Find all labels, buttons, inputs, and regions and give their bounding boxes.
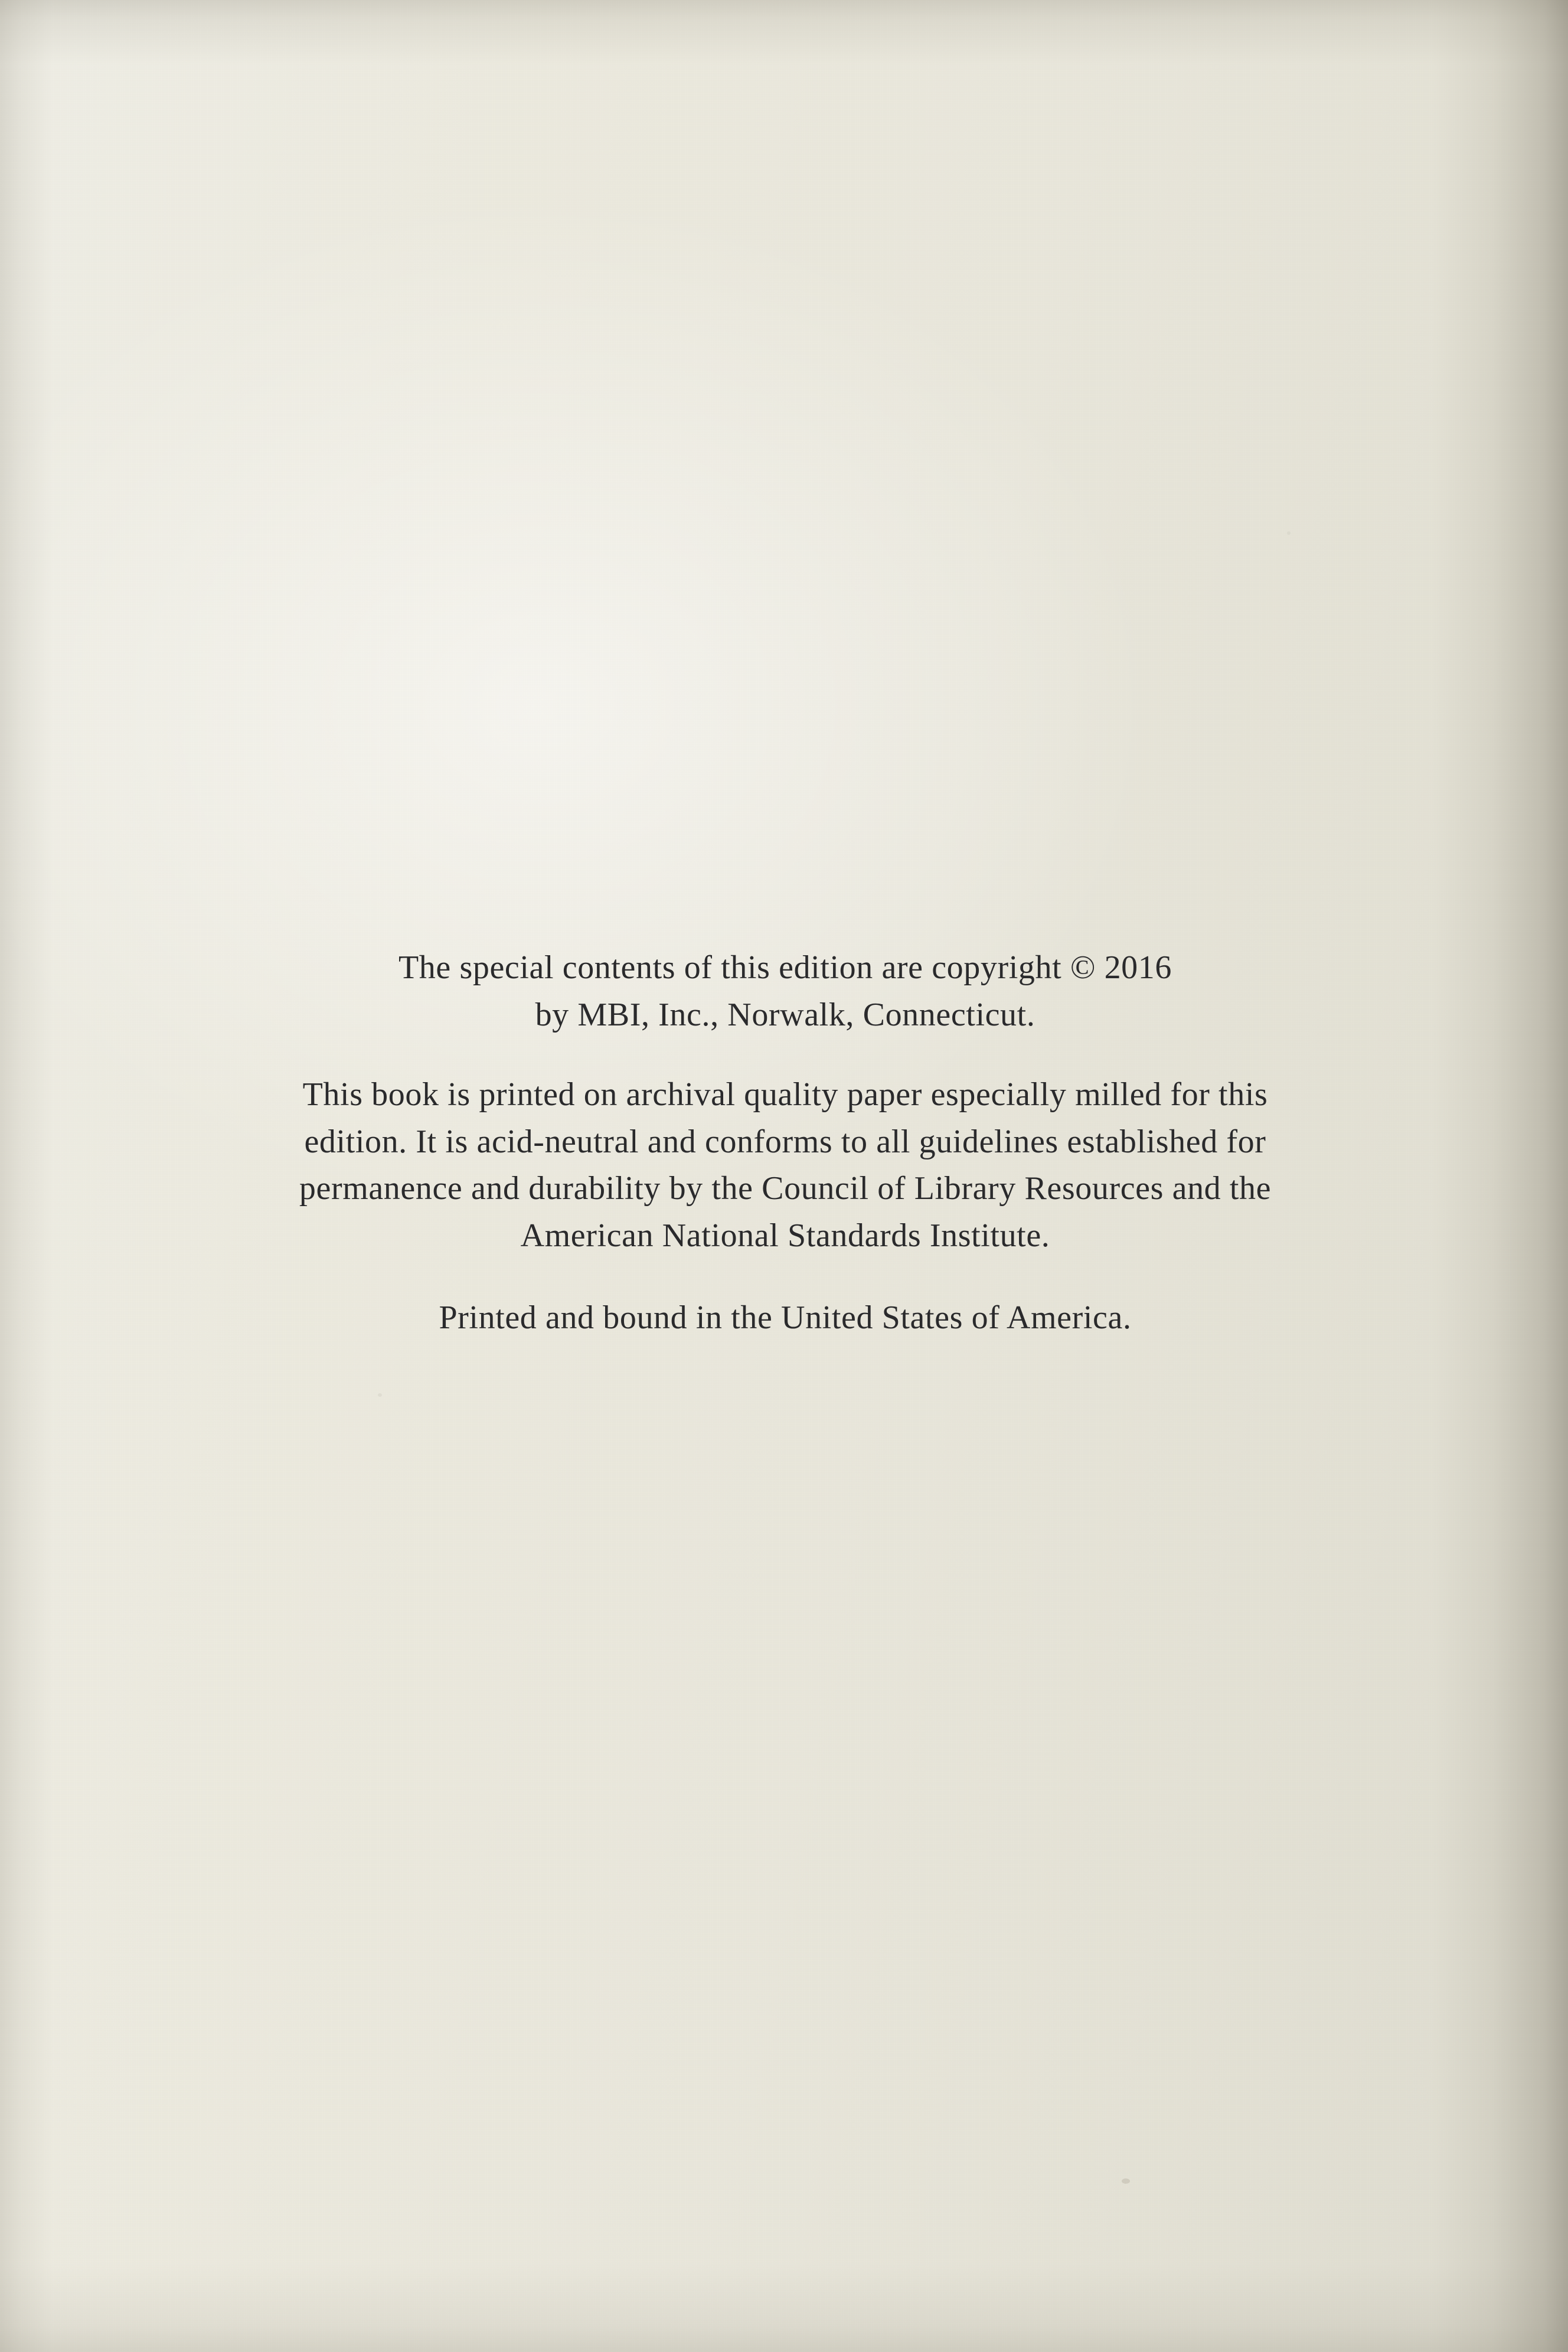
- copyright-text-block: [71, 945, 1500, 1342]
- paper-quality-statement-line-3: permanence and durability by the Council of Library Resources and the: [299, 1170, 1272, 1207]
- printing-location-statement-line-1: Printed and bound in the United States of America.: [439, 1299, 1132, 1337]
- copyright-statement: [71, 945, 1500, 1038]
- page-bottom-shadow: [0, 2263, 1568, 2352]
- paper-speck: [1122, 2178, 1130, 2184]
- page-top-shadow: [0, 0, 1568, 65]
- paper-speck: [378, 1393, 382, 1397]
- copyright-statement-line-1: The special contents of this edition are copyright © 2016: [398, 949, 1172, 986]
- paper-quality-statement-line-4: American National Standards Institute.: [520, 1217, 1050, 1254]
- paper-speck: [1287, 531, 1291, 535]
- printing-location-statement: [71, 1295, 1500, 1342]
- paper-quality-statement-line-2: edition. It is acid-neutral and conforms to all guidelines established for: [304, 1123, 1266, 1160]
- page-left-shadow: [0, 0, 53, 2352]
- paper-quality-statement-line-1: This book is printed on archival quality paper especially milled for this: [302, 1076, 1268, 1113]
- copyright-statement-line-2: by MBI, Inc., Norwalk, Connecticut.: [535, 996, 1035, 1033]
- paper-quality-statement: [71, 1072, 1500, 1259]
